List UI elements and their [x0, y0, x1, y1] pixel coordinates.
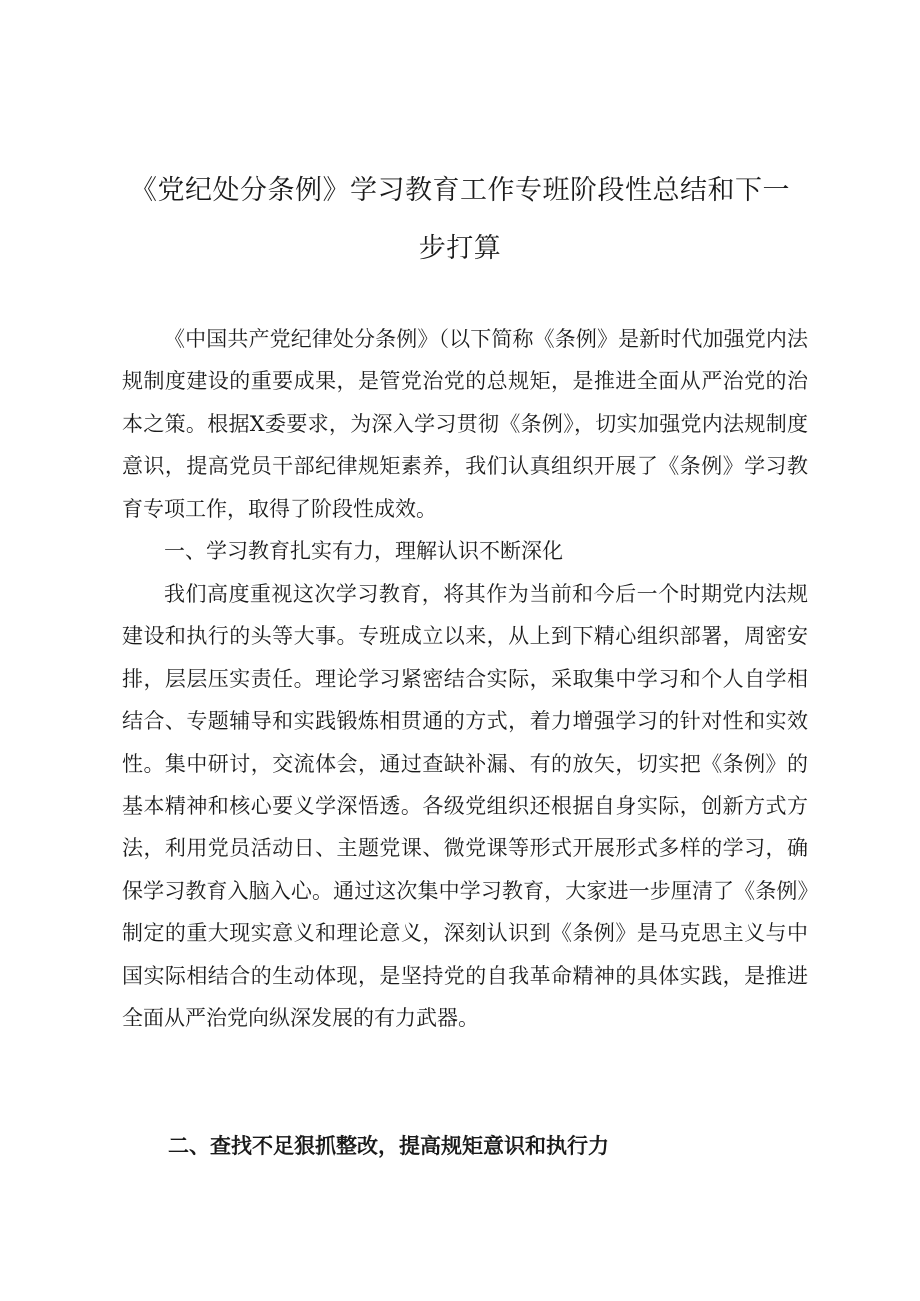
intro-paragraph: 《中国共产党纪律处分条例》（以下简称《条例》是新时代加强党内法规制度建设的重要成果，是管党治党的总规矩，是推进全面从严治党的治本之策。根据X委要求，为深入学习贯彻《条例》，切实加强党内法规制度意识，提高党员干部纪律规矩素养，我们认真组织开展了《条例》学习教育专项工作，取得了阶段性成效。: [122, 327, 808, 521]
section-one-heading: 一、学习教育扎实有力，理解认识不断深化: [164, 539, 563, 563]
document-title-line-2: 步打算: [418, 233, 502, 264]
section-one-paragraph: 我们高度重视这次学习教育，将其作为当前和今后一个时期党内法规建设和执行的头等大事。专班成立以来，从上到下精心组织部署，周密安排，层层压实责任。理论学习紧密结合实际，采取集中学习和个人自学相结合、专题辅导和实践锻炼相贯通的方式，着力增强学习的针对性和实效性。集中研讨，交流体会，通过查缺补漏、有的放矢，切实把《条例》的基本精神和核心要义学深悟透。各级党组织还根据自身实际，创新方式方法，利用党员活动日、主题党课、微党课等形式开展形式多样的学习，确保学习教育入脑入心。通过这次集中学习教育，大家进一步厘清了《条例》制定的重大现实意义和理论意义，深刻认识到《条例》是马克思主义与中国实际相结合的生动体现，是坚持党的自我革命精神的具体实践，是推进全面从严治党向纵深发展的有力武器。: [122, 582, 808, 1031]
document-title-line-1: 《党纪处分条例》学习教育工作专班阶段性总结和下一: [130, 175, 790, 206]
section-two-heading: 二、查找不足狠抓整改，提高规矩意识和执行力: [168, 1134, 609, 1158]
